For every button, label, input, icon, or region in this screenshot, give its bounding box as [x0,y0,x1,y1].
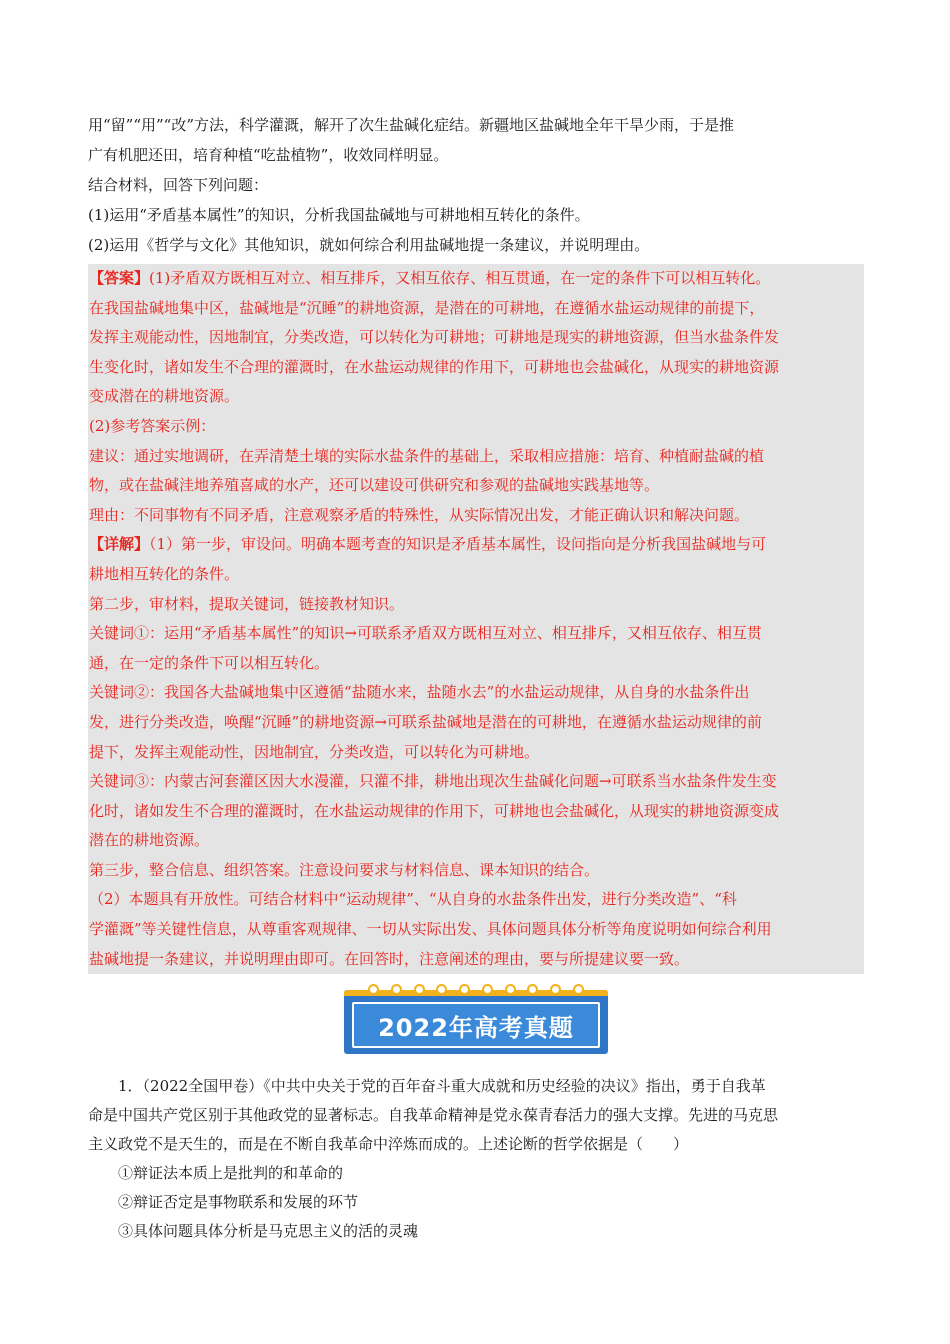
detail-line: 提下，发挥主观能动性，因地制宜，分类改造，可以转化为可耕地。 [89,742,540,761]
answer-line: (2)参考答案示例： [89,416,216,435]
question-part-2: (2)运用《哲学与文化》其他知识，就如何综合利用盐碱地提一条建议，并说明理由。 [88,236,650,254]
question-option: ①辩证法本质上是批判的和革命的 [118,1164,344,1183]
material-section [88,110,864,260]
answer-line: 【答案】(1)矛盾双方既相互对立、相互排斥，又相互依存、相互贯通，在一定的条件下可以相互转化。 [89,269,771,287]
banner-dots [354,984,598,998]
answer-line: 在我国盐碱地集中区，盐碱地是“沉睡”的耕地资源，是潜在的可耕地，在遵循水盐运动规律的前提下， [89,298,765,317]
answer-line: 变成潜在的耕地资源。 [89,387,240,406]
detail-line: 耕地相互转化的条件。 [89,564,240,583]
detail-line: 化时，诸如发生不合理的灌溉时，在水盐运动规律的作用下，可耕地也会盐碱化，从现实的耕地资源变成 [89,801,780,820]
banner-title: 2022年高考真题 [378,1013,574,1042]
detail-tag: 【详解】 [89,535,150,554]
answer-box [88,264,864,974]
detail-line: 通，在一定的条件下可以相互转化。 [89,653,330,672]
question-stem-line: 1．（2022全国甲卷）《中共中央关于党的百年奋斗重大成就和历史经验的决议》指出，勇于自我革 [118,1077,766,1096]
material-line: 用“留”“用”“改”方法，科学灌溉，解开了次生盐碱化症结。新疆地区盐碱地全年干旱少雨，于是推 [88,116,735,134]
banner-dot [368,984,379,995]
document-page [88,110,864,1246]
answer-line: 建议：通过实地调研，在弄清楚土壤的实际水盐条件的基础上，采取相应措施：培育、种植耐盐碱的植 [89,446,765,465]
detail-line: 学灌溉”等关键性信息，从尊重客观规律、一切从实际出发、具体问题具体分析等角度说明如何综合利用 [89,920,772,939]
detail-line: 第三步，整合信息、组织答案。注意设问要求与材料信息、课本知识的结合。 [89,860,600,879]
instruction-line: 结合材料，回答下列问题： [88,176,269,194]
detail-line: 关键词②：我国各大盐碱地集中区遵循“盐随水来，盐随水去”的水盐运动规律，从自身的水盐条件出 [89,683,750,702]
answer-line: 物，或在盐碱洼地养殖喜咸的水产，还可以建设可供研究和参观的盐碱地实践基地等。 [89,476,660,495]
banner-dot [436,984,447,995]
banner-background [344,990,608,1054]
detail-line: 关键词③：内蒙古河套灌区因大水漫灌，只灌不排，耕地出现次生盐碱化问题→可联系当水盐条件发生变 [89,772,777,791]
question-option: ③具体问题具体分析是马克思主义的活的灵魂 [118,1222,419,1241]
banner-dot [391,984,402,995]
banner-dot [527,984,538,995]
question-section [88,1072,864,1246]
detail-line: （2）本题具有开放性。可结合材料中“运动规律”、“从自身的水盐条件出发，进行分类改造”、“科 [89,890,737,909]
answer-line: 发挥主观能动性，因地制宜，分类改造，可以转化为可耕地；可耕地是现实的耕地资源，但当水盐条件发 [89,328,780,347]
banner-dot [414,984,425,995]
banner-dot [482,984,493,995]
question-stem-line: 命是中国共产党区别于其他政党的显著标志。自我革命精神是党永葆青春活力的强大支撑。先进的马克思 [88,1106,779,1125]
detail-line: 潜在的耕地资源。 [89,831,210,850]
answer-tag: 【答案】 [89,269,150,287]
banner-dot [573,984,584,995]
detail-line: 【详解】（1）第一步，审设问。明确本题考查的知识是矛盾基本属性，设问指向是分析我国盐碱地与可 [89,535,767,554]
banner-dot [505,984,516,995]
answer-line: 理由：不同事物有不同矛盾，注意观察矛盾的特殊性，从实际情况出发，才能正确认识和解决问题。 [89,505,750,524]
question-stem-line: 主义政党不是天生的，而是在不断自我革命中淬炼而成的。上述论断的哲学依据是（ ） [88,1135,689,1154]
answer-line: 生变化时，诸如发生不合理的灌溉时，在水盐运动规律的作用下，可耕地也会盐碱化，从现实的耕地资源 [89,357,780,376]
section-banner [344,990,608,1054]
detail-line: 发，进行分类改造，唤醒“沉睡”的耕地资源→可联系盐碱地是潜在的可耕地，在遵循水盐运动规律的前 [89,712,762,731]
banner-dot [550,984,561,995]
material-line: 广有机肥还田，培育种植“吃盐植物”，收效同样明显。 [88,146,449,164]
question-option: ②辩证否定是事物联系和发展的环节 [118,1193,359,1212]
detail-line: 第二步，审材料，提取关键词，链接教材知识。 [89,594,405,613]
banner-dot [459,984,470,995]
detail-line: 关键词①：运用“矛盾基本属性”的知识→可联系矛盾双方既相互对立、相互排斥，又相互依存、相互贯 [89,624,762,643]
detail-line: 盐碱地提一条建议，并说明理由即可。在回答时，注意阐述的理由，要与所提建议要一致。 [89,949,690,968]
question-part-1: (1)运用“矛盾基本属性”的知识，分析我国盐碱地与可耕地相互转化的条件。 [88,206,590,224]
banner-frame [352,1002,600,1048]
